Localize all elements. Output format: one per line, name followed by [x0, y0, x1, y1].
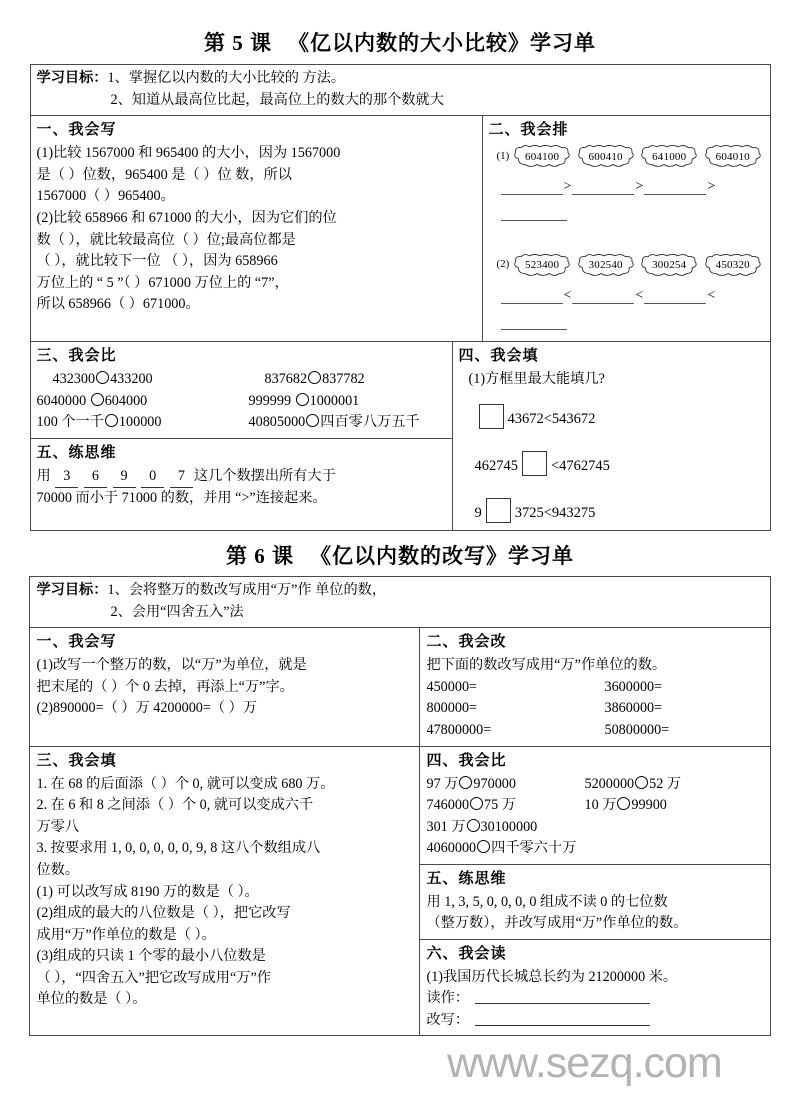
w2-section-4-heading: 四、我会比 [426, 752, 507, 769]
answer-blank[interactable] [572, 290, 634, 304]
compare-right-value: 837782 [322, 371, 365, 388]
section-1-line-8: 所以 658966（ ）671000。 [36, 296, 200, 313]
section-wo-hui-pai [482, 116, 770, 342]
cloud-item [575, 253, 637, 279]
comparison-operator: > [707, 179, 716, 195]
w2-section-1-line-3: (2)890000=（ ）万 4200000=（ ）万 [36, 700, 258, 717]
w2-section-1-heading: 一、我会写 [36, 634, 117, 651]
worksheet-1-title-text: 《亿以内数的大小比较》学习单 [288, 31, 596, 55]
section-wo-hui-tian [452, 342, 770, 531]
compare-row [37, 369, 446, 391]
section-w2-wo-hui-tian [30, 746, 420, 1036]
section-5-lead: 用 [36, 467, 51, 484]
rewrite-right: 3600000= [604, 678, 663, 695]
w2-section-6-line-1: (1)我国历代长城总长约为 21200000 米。 [426, 968, 678, 985]
rewrite-left: 800000= [426, 700, 478, 717]
answer-blank[interactable] [644, 181, 706, 195]
section-w2-wo-hui-du [420, 939, 770, 1036]
circle-blank-icon[interactable] [308, 371, 321, 384]
circle-blank-icon[interactable] [296, 393, 309, 406]
cloud-value: 600410 [588, 150, 623, 163]
compare-left-value: 5200000 [584, 775, 635, 792]
section-5-heading: 五、练思维 [36, 444, 117, 461]
goal-label: 学习目标： [36, 582, 108, 599]
cloud-value: 604100 [525, 150, 560, 163]
worksheet-1-goals-cell [30, 65, 770, 116]
section-1-line-6: （ ），就比较下一位 （ ），因为 658966 [36, 253, 278, 270]
w2-section-3-heading: 三、我会填 [36, 752, 117, 769]
compare-left-value: 100 个一千 [36, 414, 104, 431]
w2-compare-row [426, 795, 763, 817]
w2-section-3-line-9: (3)组成的只读 1 个零的最小八位数是 [36, 948, 266, 965]
section-1-line-2: 是（ ）位数，965400 是（ ）位 数，所以 [36, 166, 292, 183]
compare-right-value: 99900 [631, 797, 667, 814]
circle-blank-icon[interactable] [470, 797, 483, 810]
cloud-item [575, 144, 637, 170]
circle-blank-icon[interactable] [96, 371, 109, 384]
rewrite-pair-row [426, 677, 763, 699]
section-w2-wo-hui-bi [420, 746, 770, 864]
circle-blank-icon[interactable] [459, 776, 472, 789]
section-w2-wo-hui-xie [30, 628, 420, 747]
section-3-heading: 三、我会比 [36, 348, 117, 365]
section-1-line-4: (2)比较 658966 和 671000 的大小，因为它们的位 [36, 209, 337, 226]
w2-section-5-line-2: （整万数），并改写成用“万”作单位的数。 [426, 915, 688, 932]
answer-line-row-1-tail[interactable] [501, 207, 764, 229]
rewrite-left: 450000= [426, 678, 478, 695]
cloud-group-2 [497, 253, 764, 279]
rewrite-right: 50800000= [604, 721, 670, 738]
circle-blank-icon[interactable] [477, 840, 490, 853]
w2-section-1-line-2: 把末尾的（ ）个 0 去掉，再添上“万”字。 [36, 678, 294, 695]
comparison-operator: < [635, 287, 644, 303]
section-wo-hui-xie [30, 116, 482, 342]
answer-line-row-2-tail[interactable] [501, 316, 764, 338]
worksheet-2-goals-cell [30, 577, 770, 628]
compare-right-value: 四百零八万五千 [320, 414, 420, 431]
w2-section-3-line-6: (1) 可以改写成 8190 万的数是（ ）。 [36, 883, 259, 900]
answer-blank[interactable] [572, 181, 634, 195]
compare-row [37, 391, 446, 413]
worksheet-2-row-sections-3-4 [30, 746, 770, 864]
cloud-item [702, 253, 764, 279]
w2-section-3-line-11: 单位的数是（ ）。 [36, 991, 147, 1008]
w2-section-2-prompt: 把下面的数改写成用“万”作单位的数。 [426, 657, 667, 674]
answer-box[interactable] [479, 404, 504, 429]
w2-compare-row [426, 817, 763, 839]
section-1-heading: 一、我会写 [36, 122, 117, 139]
compare-left-value: 10 万 [584, 797, 617, 814]
answer-box[interactable] [522, 451, 547, 476]
w2-section-3-line-5: 位数。 [36, 861, 80, 878]
worksheet-1-table [30, 64, 771, 531]
w2-section-3-line-7: (2)组成的最大的八位数是（ ），把它改写 [36, 905, 291, 922]
goal-line-1 [37, 68, 764, 90]
answer-blank[interactable] [644, 290, 706, 304]
given-digit: 7 [170, 466, 193, 489]
cloud-value: 450320 [715, 259, 750, 272]
goal-text-1: 1、掌握亿以内数的大小比较的 方法。 [107, 70, 346, 87]
answer-line-row-2[interactable] [501, 289, 764, 304]
goal-label: 学习目标： [36, 70, 108, 87]
section-w2-wo-hui-gai [420, 628, 770, 747]
answer-blank[interactable] [501, 290, 563, 304]
w2-rewrite-label: 改写： [426, 1011, 470, 1028]
compare-left-value: 999999 [248, 392, 292, 409]
compare-right-value: 100000 [118, 414, 162, 431]
circle-blank-icon[interactable] [306, 414, 319, 427]
worksheet-2-goals-row [30, 577, 770, 628]
rewrite-answer-blank[interactable] [475, 1011, 650, 1026]
cloud-item [511, 144, 573, 170]
cloud-group-2-index: (2) [496, 258, 510, 271]
section-4-heading: 四、我会填 [458, 348, 539, 365]
cloud-item [511, 253, 573, 279]
fill-question-1 [475, 404, 764, 430]
cloud-value: 300254 [652, 259, 687, 272]
cloud-value: 604010 [715, 150, 750, 163]
compare-right-value: 604000 [104, 392, 148, 409]
compare-right-value: 970000 [473, 775, 516, 792]
worksheet-1-title [0, 0, 800, 64]
section-1-line-7: 万位上的 “ 5 ”（ ）671000 万位上的 “7”， [36, 274, 289, 291]
cloud-item [702, 144, 764, 170]
section-wo-hui-bi [30, 342, 452, 439]
w2-rewrite-answer-row [426, 1010, 763, 1032]
comparison-operator: > [563, 179, 572, 195]
worksheet-2-lesson-number: 第 6 课 [226, 543, 294, 568]
circle-blank-icon[interactable] [617, 797, 630, 810]
section-5-line-1 [37, 466, 446, 489]
fill-question-1-text: 43672<543672 [507, 410, 596, 427]
worksheet-1-goals-row [30, 65, 770, 116]
worksheet-1-row-sections-1-2 [30, 116, 770, 342]
w2-section-3-line-4: 3. 按要求用 1, 0, 0, 0, 0, 0, 9, 8 这八个数组成八 [36, 840, 321, 857]
w2-section-6-heading: 六、我会读 [426, 945, 507, 962]
cloud-value: 523400 [525, 259, 560, 272]
section-4-prompt: (1)方框里最大能填几? [468, 371, 605, 388]
compare-left-value: 6040000 [36, 392, 87, 409]
w2-section-5-heading: 五、练思维 [426, 870, 507, 887]
answer-box[interactable] [486, 498, 511, 523]
circle-blank-icon[interactable] [91, 393, 104, 406]
cloud-item [638, 253, 700, 279]
cloud-value: 302540 [588, 259, 623, 272]
section-1-line-3: 1567000（ ）965400。 [36, 188, 175, 205]
w2-section-3-line-3: 万零八 [36, 818, 80, 835]
comparison-operator: < [707, 287, 716, 303]
cloud-value: 641000 [652, 150, 687, 163]
w2-section-3-line-2: 2. 在 6 和 8 之间添（ ）个 0, 就可以变成六千 [36, 797, 314, 814]
worksheet-2-row-sections-1-2 [30, 628, 770, 747]
given-digit: 9 [113, 466, 136, 489]
given-digit: 0 [141, 466, 164, 489]
fill-question-3-suffix: 3725<943275 [514, 504, 596, 521]
cloud-item [638, 144, 700, 170]
answer-blank[interactable] [501, 316, 567, 330]
comparison-operator: > [635, 179, 644, 195]
worksheet-2-table [29, 576, 770, 1036]
section-2-heading: 二、我会排 [488, 122, 569, 139]
w2-section-2-heading: 二、我会改 [426, 634, 507, 651]
section-5-line-2: 70000 而小于 71000 的数，并用 “>”连接起来。 [36, 490, 327, 507]
w2-section-3-line-10: （ ），“四舍五入”把它改写成用“万”作 [36, 969, 271, 986]
compare-left-value: 40805000 [248, 414, 306, 431]
worksheet-2-title-text: 《亿以内数的改写》学习单 [310, 543, 574, 568]
cloud-group-1 [497, 144, 764, 170]
goal-line-2: 2、会用“四舍五入”法 [110, 603, 244, 620]
compare-right-value: 1000001 [309, 392, 360, 409]
worksheet-1-row-sections-3-4 [30, 342, 770, 439]
w2-section-1-line-1: (1)改写一个整万的数，以“万”为单位，就是 [36, 657, 307, 674]
answer-blank[interactable] [501, 207, 567, 221]
section-5-line-1-tail: 这几个数摆出所有大于 [193, 467, 336, 484]
compare-left-value: 432300 [52, 371, 96, 388]
compare-right-value: 30100000 [480, 818, 538, 835]
fill-question-2-prefix: 462745 [474, 457, 518, 474]
section-lian-si-wei [30, 438, 452, 530]
w2-compare-row [426, 838, 763, 860]
w2-read-label: 读作： [426, 990, 470, 1007]
goal-line-1 [36, 580, 763, 602]
read-answer-blank[interactable] [475, 989, 650, 1004]
cloud-group-1-index: (1) [496, 149, 510, 162]
given-digit: 3 [55, 466, 78, 489]
compare-left-value: 4060000 [426, 840, 477, 857]
compare-right-value: 52 万 [649, 775, 682, 792]
fill-question-2 [475, 451, 764, 477]
compare-row [37, 412, 446, 434]
fill-question-2-suffix: <4762745 [551, 457, 610, 474]
section-1-line-1: (1)比较 1567000 和 965400 的大小，因为 1567000 [36, 145, 341, 162]
goal-line-2: 2、知道从最高位比起，最高位上的数大的那个数就大 [110, 91, 444, 108]
w2-compare-row [426, 774, 763, 796]
rewrite-pair-row [426, 720, 763, 742]
section-w2-lian-si-wei [420, 864, 770, 939]
goal-text-1: 1、会将整万的数改写成用“万”作 单位的数， [107, 582, 387, 599]
fill-question-3-prefix: 9 [474, 504, 482, 521]
comparison-operator: < [563, 287, 572, 303]
answer-line-row-1[interactable] [501, 180, 764, 195]
circle-blank-icon[interactable] [467, 819, 480, 832]
compare-left-value: 97 万 [426, 775, 459, 792]
compare-left-value: 746000 [426, 797, 470, 814]
rewrite-left: 47800000= [426, 721, 492, 738]
compare-right-value: 四千零六十万 [491, 840, 577, 857]
w2-section-3-line-1: 1. 在 68 的后面添（ ）个 0, 就可以变成 680 万。 [36, 775, 335, 792]
given-digit: 6 [84, 466, 107, 489]
compare-left-value: 837682 [264, 371, 308, 388]
compare-right-value: 433200 [110, 371, 153, 388]
rewrite-right: 3860000= [604, 700, 663, 717]
compare-left-value: 301 万 [426, 818, 466, 835]
w2-section-5-line-1: 用 1, 3, 5, 0, 0, 0, 0 组成不读 0 的七位数 [426, 893, 668, 910]
fill-question-3 [475, 498, 764, 524]
circle-blank-icon[interactable] [635, 776, 648, 789]
rewrite-pair-row [426, 698, 763, 720]
w2-section-3-line-8: 成用“万”作单位的数是（ ）。 [36, 926, 216, 943]
worksheet-1-lesson-number: 第 5 课 [204, 31, 272, 55]
site-watermark: www.sezq.com [447, 1039, 722, 1087]
answer-blank[interactable] [501, 181, 563, 195]
circle-blank-icon[interactable] [105, 414, 118, 427]
compare-right-value: 75 万 [484, 797, 516, 814]
worksheet-2-title [0, 531, 800, 576]
section-1-line-5: 数（ ），就比较最高位（ ）位;最高位都是 [36, 231, 296, 248]
w2-read-answer-row [426, 988, 763, 1010]
